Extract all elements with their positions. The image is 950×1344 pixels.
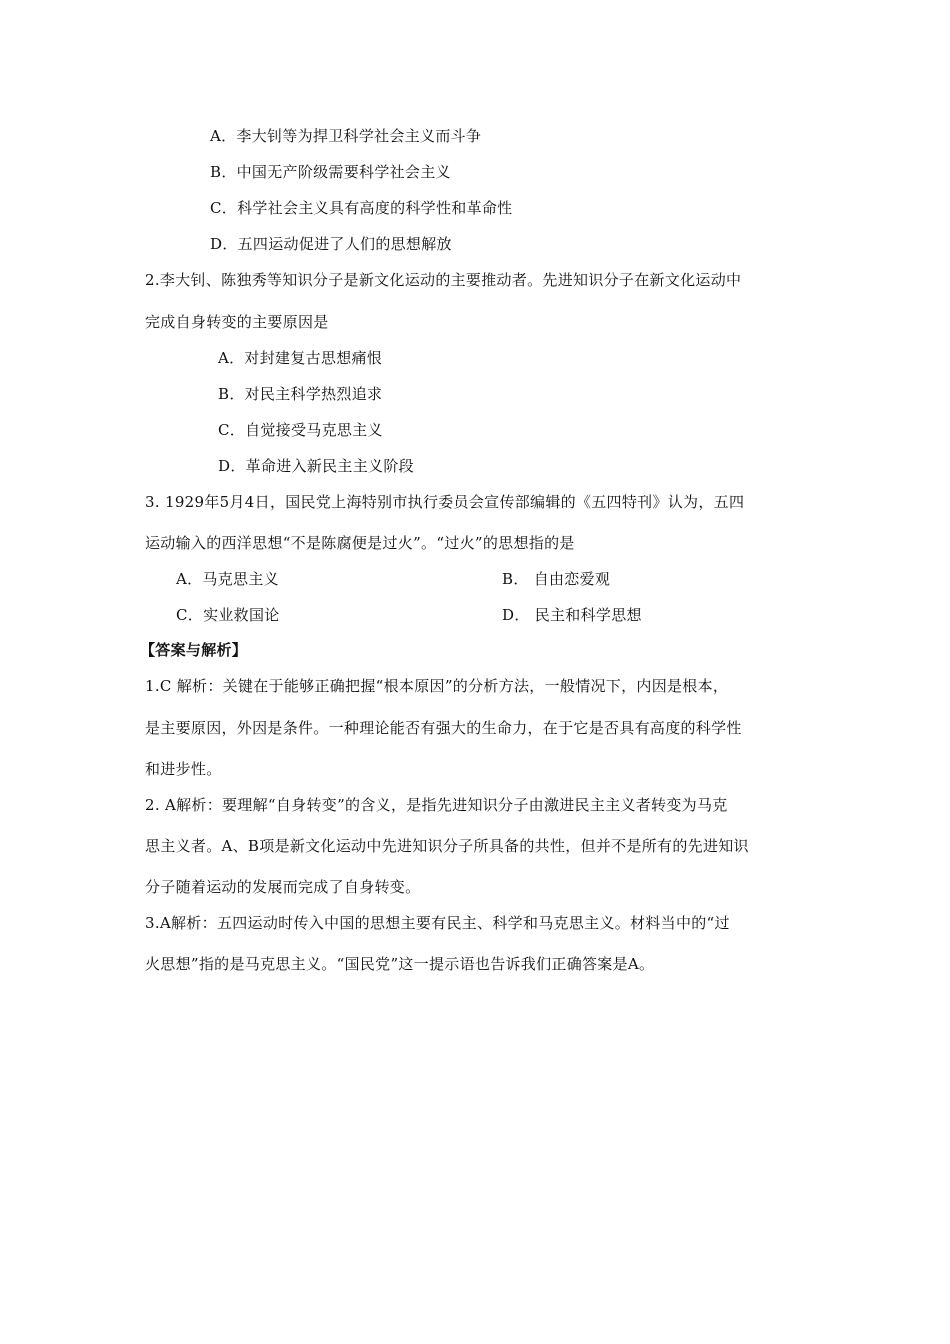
q2-stem-line2: 完成自身转变的主要原因是 [145,313,329,331]
q3-option-b: B． 自由恋爱观 [502,570,611,588]
answer-2-line1: 2. A解析：要理解“自身转变”的含义，是指先进知识分子由激进民主主义者转变为马克 [145,796,728,814]
answer-3-line2: 火思想”指的是马克思主义。“国民党”这一提示语也告诉我们正确答案是A。 [145,955,655,973]
answer-3-line1: 3.A解析：五四运动时传入中国的思想主要有民主、科学和马克思主义。材料当中的“过 [145,914,730,932]
q3-option-c: C．实业救国论 [176,606,280,624]
q3-option-d: D． 民主和科学思想 [502,606,642,624]
q1-option-a: A．李大钊等为捍卫科学社会主义而斗争 [210,127,482,145]
answer-1-line3: 和进步性。 [145,760,222,778]
q1-option-c: C．科学社会主义具有高度的科学性和革命性 [210,199,513,217]
q1-option-b: B．中国无产阶级需要科学社会主义 [210,163,451,181]
answer-1-line1: 1.C 解析：关键在于能够正确把握“根本原因”的分析方法，一般情况下，内因是根本， [145,677,729,695]
answer-1-line2: 是主要原因，外因是条件。一种理论能否有强大的生命力，在于它是否具有高度的科学性 [145,719,742,737]
answer-2-line2: 思主义者。A、B项是新文化运动中先进知识分子所具备的共性，但并不是所有的先进知识 [145,837,749,855]
q2-option-c: C．自觉接受马克思主义 [218,421,383,439]
q1-option-d: D．五四运动促进了人们的思想解放 [210,235,452,253]
q2-option-d: D．革命进入新民主主义阶段 [218,457,414,475]
answer-2-line3: 分子随着运动的发展而完成了自身转变。 [145,878,421,896]
q2-option-b: B．对民主科学热烈追求 [218,385,383,403]
q3-stem-line1: 3. 1929年5月4日，国民党上海特别市执行委员会宣传部编辑的《五四特刊》认为，五四 [145,493,745,511]
q3-stem-line2: 运动输入的西洋思想“不是陈腐便是过火”。“过火”的思想指的是 [145,534,575,552]
q2-stem-line1: 2.李大钊、陈独秀等知识分子是新文化运动的主要推动者。先进知识分子在新文化运动中 [145,271,742,289]
q3-option-a: A．马克思主义 [176,570,279,588]
answers-heading: 【答案与解析】 [140,641,248,659]
q2-option-a: A．对封建复古思想痛恨 [218,349,383,367]
